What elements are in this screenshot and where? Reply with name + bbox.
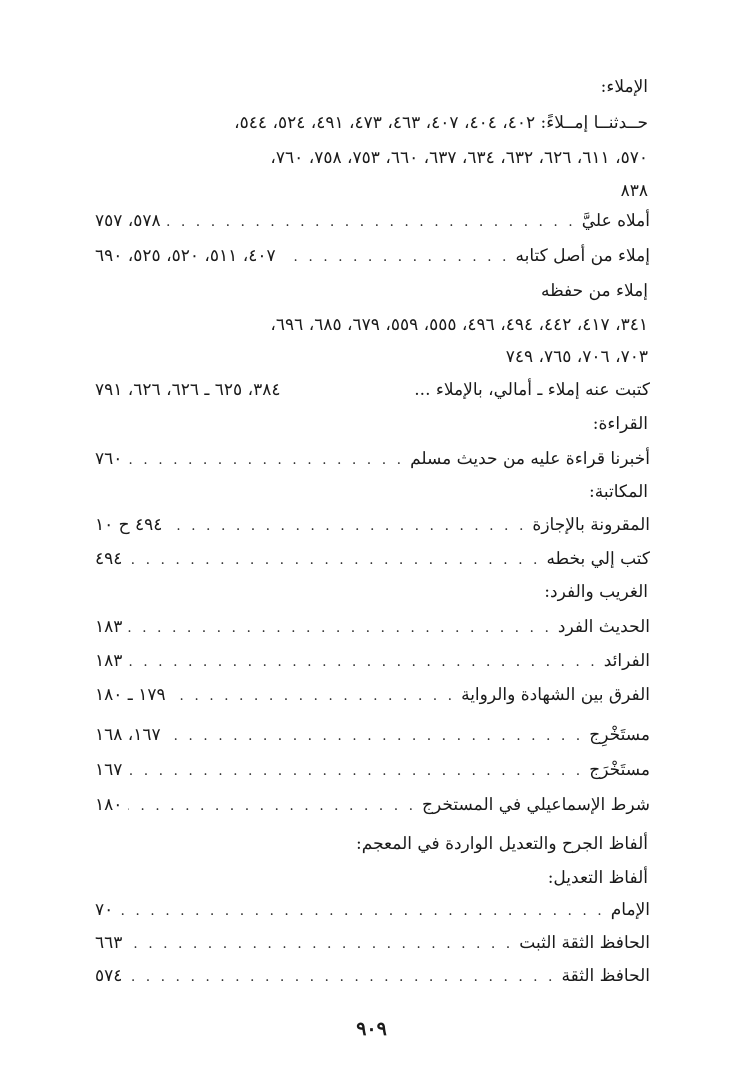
- entry-label: أخبرنا قراءة عليه من حديث مسلم: [410, 449, 650, 469]
- entry-pages: ٦٦٣: [95, 933, 123, 953]
- section-heading-imla: الإملاء:: [600, 77, 648, 97]
- dot-leader: [282, 242, 510, 272]
- dot-leader: [128, 545, 540, 575]
- index-entry: [95, 646, 650, 676]
- entry-label: مستَخْرِج: [589, 725, 650, 745]
- dot-leader: [167, 721, 584, 751]
- dot-leader: [172, 681, 455, 711]
- imla-text-line-3: ٨٣٨: [620, 181, 648, 201]
- dot-leader: [119, 896, 605, 926]
- entry-label: أملاه عليَّ: [581, 211, 650, 231]
- section-heading-mukataba: المكاتبة:: [588, 482, 648, 502]
- entry-pages: ١٨٣: [95, 617, 123, 637]
- section-heading-gharib: الغريب والفرد:: [544, 582, 648, 602]
- imla-text-line-1: حــدثنــا إمــلاءً: ٤٠٢، ٤٠٤، ٤٠٧، ٤٦٣، ٤٧٣، ٤٩١، ٥٢٤، ٥٤٤،: [234, 113, 648, 133]
- index-entry: [95, 444, 650, 474]
- entry-label: إملاء من أصل كتابه: [515, 246, 650, 266]
- imla-entry-3-label: إملاء من حفظه: [541, 281, 648, 301]
- dot-leader: [128, 929, 513, 959]
- entry-pages: ١٦٧، ١٦٨: [95, 725, 161, 745]
- entry-pages: ٧٦٠: [95, 449, 123, 469]
- section-heading-jarh: ألفاظ الجرح والتعديل الواردة في المعجم:: [356, 834, 648, 854]
- entry-pages: ٧٠: [95, 900, 114, 920]
- index-entry: [95, 928, 650, 958]
- entry-label: مستَخْرَج: [589, 760, 650, 780]
- entry-label: كتبت عنه إملاء ـ أمالي، بالإملاء ...: [414, 380, 650, 400]
- index-entry: [95, 961, 650, 991]
- imla-text-line-2: ٥٧٠، ٦١١، ٦٢٦، ٦٣٢، ٦٣٤، ٦٣٧، ٦٦٠، ٧٥٣، ٧٥٨، ٧٦٠،: [270, 148, 648, 168]
- page-number: ٩٠٩: [356, 1018, 387, 1040]
- dot-leader: [167, 207, 576, 237]
- entry-pages: ١٦٧: [95, 760, 123, 780]
- index-entry: [95, 895, 650, 925]
- entry-pages: ٥٧٨، ٧٥٧: [95, 211, 161, 231]
- entry-pages: ٤٩٤ ح ١٠: [95, 515, 163, 535]
- entry-label: الإمام: [610, 900, 650, 920]
- index-entry: [95, 241, 650, 271]
- index-entry: [95, 510, 650, 540]
- entry-pages: ٣٨٤، ٦٢٥ ـ ٦٢٦، ٦٢٦، ٧٩١: [95, 380, 281, 400]
- imla-text-line-5: ٧٠٣، ٧٠٦، ٧٦٥، ٧٤٩: [505, 347, 648, 367]
- dot-leader: [128, 647, 597, 677]
- entry-label: الفرائد: [603, 651, 650, 671]
- dot-leader: [128, 962, 555, 992]
- entry-label: الحديث الفرد: [557, 617, 650, 637]
- dot-leader: [168, 511, 526, 541]
- entry-label: الحافظ الثقة: [561, 966, 650, 986]
- entry-label: المقرونة بالإجازة: [532, 515, 650, 535]
- entry-pages: ٤٠٧، ٥١١، ٥٢٠، ٥٢٥، ٦٩٠: [95, 246, 276, 266]
- dot-leader: [128, 613, 552, 643]
- index-entry: [95, 612, 650, 642]
- entry-pages: ٤٩٤: [95, 549, 123, 569]
- entry-pages: ١٨٠: [95, 795, 123, 815]
- section-heading-qiraa: القراءة:: [592, 414, 648, 434]
- entry-label: شرط الإسماعيلي في المستخرج: [422, 795, 650, 815]
- entry-pages: ٥٧٤: [95, 966, 123, 986]
- index-entry: [95, 720, 650, 750]
- entry-pages: ١٧٩ ـ ١٨٠: [95, 685, 166, 705]
- dot-leader: [128, 791, 416, 821]
- dot-leader: [128, 756, 583, 786]
- entry-label: الفرق بين الشهادة والرواية: [461, 685, 650, 705]
- index-entry: [95, 375, 650, 405]
- index-entry: [95, 680, 650, 710]
- entry-label: كتب إلي بخطه: [546, 549, 650, 569]
- entry-label: الحافظ الثقة الثبت: [519, 933, 650, 953]
- subsection-heading-tadil: ألفاظ التعديل:: [547, 868, 648, 888]
- index-entry: [95, 755, 650, 785]
- index-entry: [95, 544, 650, 574]
- index-entry: [95, 206, 650, 236]
- imla-text-line-4: ٣٤١، ٤١٧، ٤٤٢، ٤٩٤، ٤٩٦، ٥٥٥، ٥٥٩، ٦٧٩، ٦٨٥، ٦٩٦،: [270, 315, 648, 335]
- index-entry: [95, 790, 650, 820]
- entry-pages: ١٨٣: [95, 651, 123, 671]
- dot-leader: [128, 445, 404, 475]
